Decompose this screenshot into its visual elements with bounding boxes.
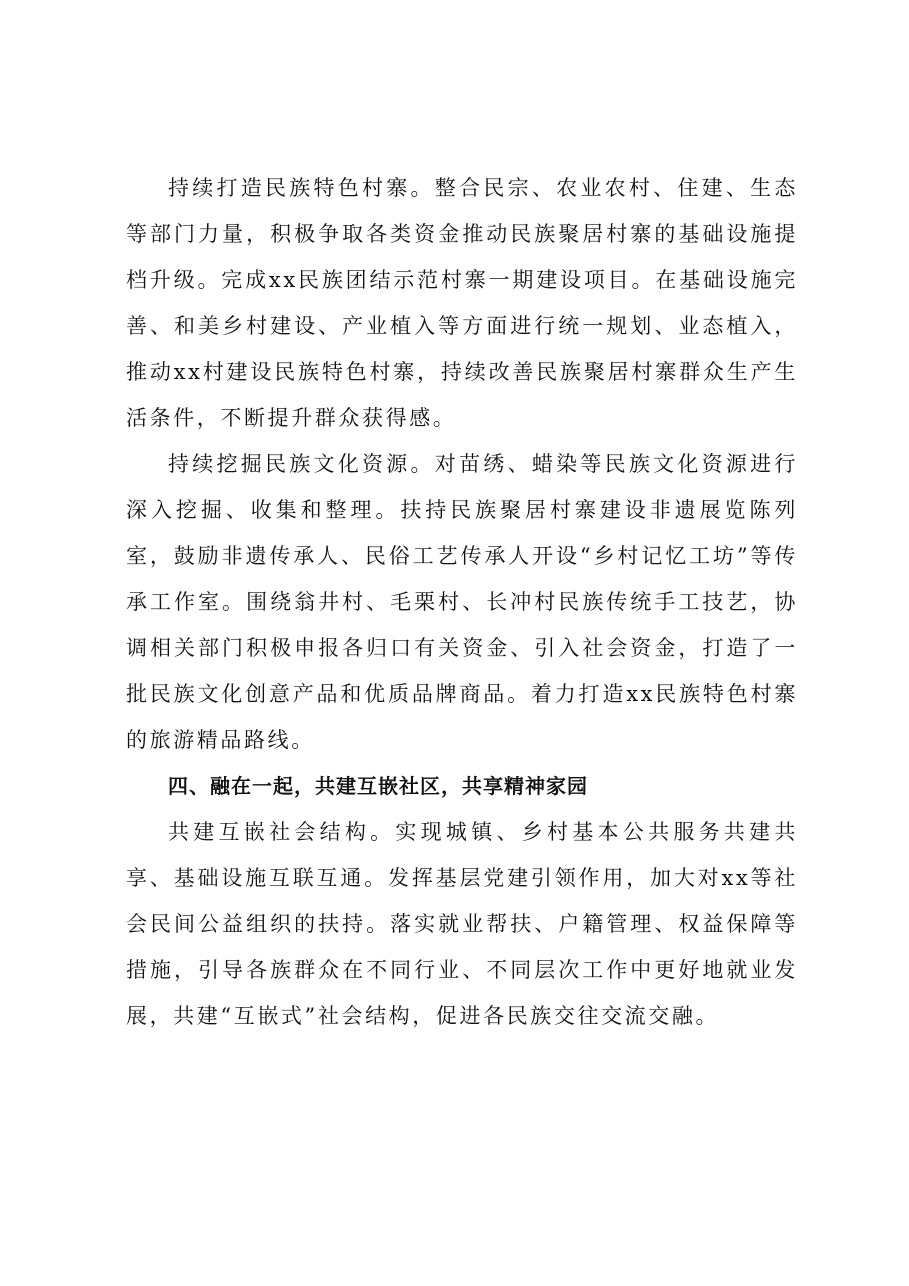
section-heading: 四、融在一起，共建互嵌社区，共享精神家园	[168, 774, 588, 798]
paragraph-ethnic-villages: 持续打造民族特色村寨。整合民宗、农业农村、住建、生态等部门力量，积极争取各类资金推动民族聚居村寨的基础设施提档升级。完成xx民族团结示范村寨一期建设项目。在基础设施完善、和美乡村建设、产业植入等方面进行统一规划、业态植入，推动xx村建设民族特色村寨，持续改善民族聚居村寨群众生产生活条件，不断提升群众获得感。	[126, 176, 798, 430]
document-body	[126, 165, 798, 1039]
paragraph-social-structure: 共建互嵌社会结构。实现城镇、乡村基本公共服务共建共享、基础设施互联互通。发挥基层党建引领作用，加大对xx等社会民间公益组织的扶持。落实就业帮扶、户籍管理、权益保障等措施，引导各族群众在不同行业、不同层次工作中更好地就业发展，共建“互嵌式”社会结构，促进各民族交往交流交融。	[126, 820, 798, 1028]
paragraph-ethnic-culture: 持续挖掘民族文化资源。对苗绣、蜡染等民族文化资源进行深入挖掘、收集和整理。扶持民族聚居村寨建设非遗展览陈列室，鼓励非遗传承人、民俗工艺传承人开设“乡村记忆工坊”等传承工作室。围绕翁井村、毛栗村、长冲村民族传统手工技艺，协调相关部门积极申报各归口有关资金、引入社会资金，打造了一批民族文化创意产品和优质品牌商品。着力打造xx民族特色村寨的旅游精品路线。	[126, 452, 798, 752]
